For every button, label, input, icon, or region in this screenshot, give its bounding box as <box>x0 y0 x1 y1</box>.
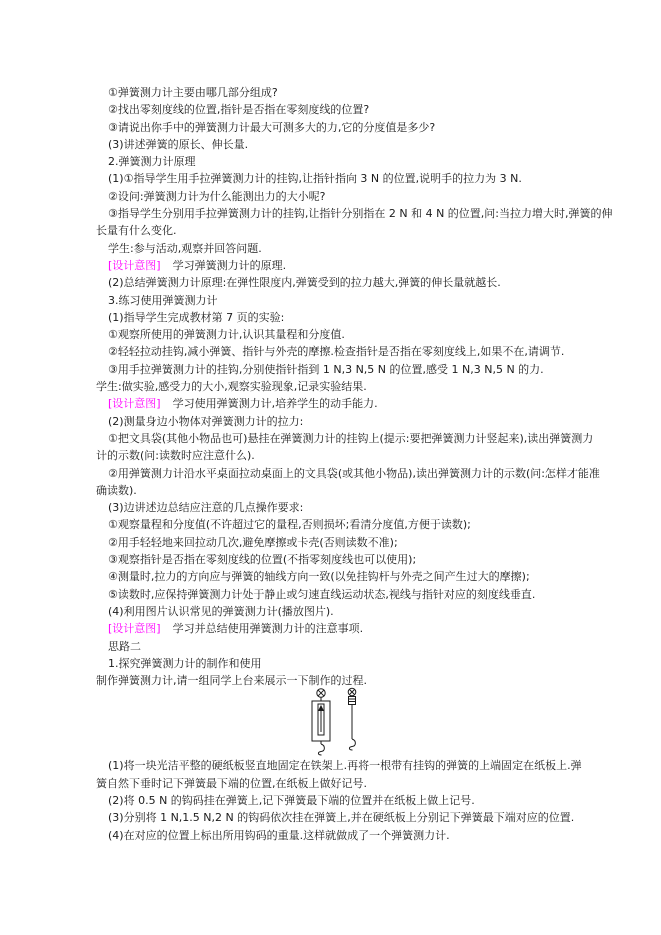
line-text: 确读数). <box>96 483 137 497</box>
text-line <box>96 792 616 809</box>
line-text: 1.探究弹簧测力计的制作和使用 <box>108 656 262 670</box>
text-line <box>96 638 616 655</box>
text-line <box>96 170 616 187</box>
line-text: (2)测量身边小物体对弹簧测力计的拉力: <box>108 414 304 428</box>
spring-dynamometer-icon <box>312 689 330 755</box>
line-text: ①观察量程和分度值(不许超过它的量程,否则损坏;看清分度值,方便于读数); <box>108 518 471 532</box>
line-text: (1)①指导学生用手拉弹簧测力计的挂钩,让指针指向 3 N 的位置,说明手的拉力为 3 N. <box>108 172 522 186</box>
text-line <box>96 188 616 205</box>
text-line <box>96 343 616 360</box>
line-text: ②找出零刻度线的位置,指针是否指在零刻度线的位置? <box>108 103 370 117</box>
text-line <box>96 534 616 551</box>
text-line <box>96 568 616 585</box>
text-line <box>96 136 616 153</box>
line-text: (2)将 0.5 N 的钩码挂在弹簧上,记下弹簧最下端的位置并在纸板上做上记号. <box>108 793 475 807</box>
bare-spring-with-hook-icon <box>348 688 356 750</box>
line-text: (2)总结弹簧测力计原理:在弹性限度内,弹簧受到的拉力越大,弹簧的伸长量就越长. <box>108 276 501 290</box>
line-text: ②用弹簧测力计沿水平桌面拉动桌面上的文具袋(或其他小物品),读出弹簧测力计的示数(问:怎样才能准 <box>108 466 600 480</box>
line-text: 制作弹簧测力计,请一组同学上台来展示一下制作的过程. <box>96 674 367 688</box>
text-line <box>96 240 616 257</box>
line-text: ②轻轻拉动挂钩,减小弹簧、指针与外壳的摩擦.检查指针是否指在零刻度线上,如果不在,请调节. <box>108 345 565 359</box>
text-line <box>96 447 616 464</box>
line-text: (4)利用图片认识常见的弹簧测力计(播放图片). <box>108 604 334 618</box>
line-text: 学习弹簧测力计的原理. <box>172 258 287 272</box>
design-intent-line <box>96 257 616 274</box>
text-line <box>96 809 616 826</box>
text-line <box>96 603 616 620</box>
text-line <box>96 292 616 309</box>
text-line <box>96 827 616 844</box>
design-intent-label: [设计意图] <box>108 397 161 411</box>
text-line <box>96 499 616 516</box>
text-line <box>96 516 616 533</box>
design-intent-label: [设计意图] <box>108 258 161 272</box>
text-line <box>96 205 616 222</box>
line-text: ⑤读数时,应保持弹簧测力计处于静止或匀速直线运动状态,视线与指针对应的刻度线垂直. <box>108 587 536 601</box>
line-text: (3)分别将 1 N,1.5 N,2 N 的钩码依次挂在弹簧上,并在硬纸板上分别记下弹簧最下端对应的位置. <box>108 811 575 825</box>
text-line <box>96 757 616 774</box>
text-line <box>96 655 616 672</box>
text-line <box>96 482 616 499</box>
text-line <box>96 153 616 170</box>
text-line <box>96 430 616 447</box>
line-text: 学习并总结使用弹簧测力计的注意事项. <box>172 622 364 636</box>
design-intent-label: [设计意图] <box>108 622 161 636</box>
line-text: (4)在对应的位置上标出所用钩码的重量.这样就做成了一个弹簧测力计. <box>108 828 450 842</box>
line-text: ③请说出你手中的弹簧测力计最大可测多大的力,它的分度值是多少? <box>108 120 436 134</box>
text-line <box>96 309 616 326</box>
line-text: ①把文具袋(其他小物品也可)悬挂在弹簧测力计的挂钩上(提示:要把弹簧测力计竖起来),读出弹簧测力 <box>108 431 594 445</box>
line-text: 2.弹簧测力计原理 <box>108 155 196 169</box>
line-text: (3)边讲述边总结应注意的几点操作要求: <box>108 501 304 515</box>
line-text: 学习使用弹簧测力计,培养学生的动手能力. <box>172 397 378 411</box>
spring-dynamometer-figure <box>300 687 370 757</box>
line-text: 簧自然下垂时记下弹簧最下端的位置,在纸板上做好记号. <box>96 776 367 790</box>
line-text: 3.练习使用弹簧测力计 <box>108 293 218 307</box>
line-text: ③观察指针是否指在零刻度线的位置(不指零刻度线也可以使用); <box>108 553 417 567</box>
line-text: ②用手轻轻地来回拉动几次,避免摩擦或卡壳(否则读数不准); <box>108 535 398 549</box>
text-line <box>96 274 616 291</box>
line-text: 计的示数(问:读数时应注意什么). <box>96 449 255 463</box>
line-text: ①观察所使用的弹簧测力计,认识其量程和分度值. <box>108 328 345 342</box>
text-line <box>96 326 616 343</box>
line-text: 学生:做实验,感受力的大小,观察实验现象,记录实验结果. <box>96 380 367 394</box>
text-line <box>96 551 616 568</box>
line-text: (3)讲述弹簧的原长、伸长量. <box>108 137 249 151</box>
text-line <box>96 465 616 482</box>
design-intent-line <box>96 395 616 412</box>
line-text: (1)将一块光洁平整的硬纸板竖直地固定在铁架上.再将一根带有挂钩的弹簧的上端固定在纸板上.弹 <box>108 759 582 773</box>
line-text: 长量有什么变化. <box>96 224 177 238</box>
text-line <box>96 361 616 378</box>
text-line <box>96 84 616 101</box>
line-text: (1)指导学生完成教材第 7 页的实验: <box>108 310 285 324</box>
text-line <box>96 775 616 792</box>
text-line <box>96 101 616 118</box>
line-text: ③指导学生分别用手拉弹簧测力计的挂钩,让指针分别指在 2 N 和 4 N 的位置,问:当拉力增大时,弹簧的伸 <box>108 207 613 221</box>
text-line <box>96 222 616 239</box>
line-text: ①弹簧测力计主要由哪几部分组成? <box>108 86 278 99</box>
text-line <box>96 413 616 430</box>
line-text: 思路二 <box>108 639 141 653</box>
text-line <box>96 586 616 603</box>
line-text: ②设问:弹簧测力计为什么能测出力的大小呢? <box>108 189 326 203</box>
text-line <box>96 119 616 136</box>
line-text: ④测量时,拉力的方向应与弹簧的轴线方向一致(以免挂钩杆与外壳之间产生过大的摩擦); <box>108 570 530 584</box>
design-intent-line <box>96 620 616 637</box>
line-text: ③用手拉弹簧测力计的挂钩,分别使指针指到 1 N,3 N,5 N 的位置,感受 1 N,3 N,5 N 的力. <box>108 362 544 376</box>
line-text: 学生:参与活动,观察并回答问题. <box>108 241 262 255</box>
text-line <box>96 378 616 395</box>
